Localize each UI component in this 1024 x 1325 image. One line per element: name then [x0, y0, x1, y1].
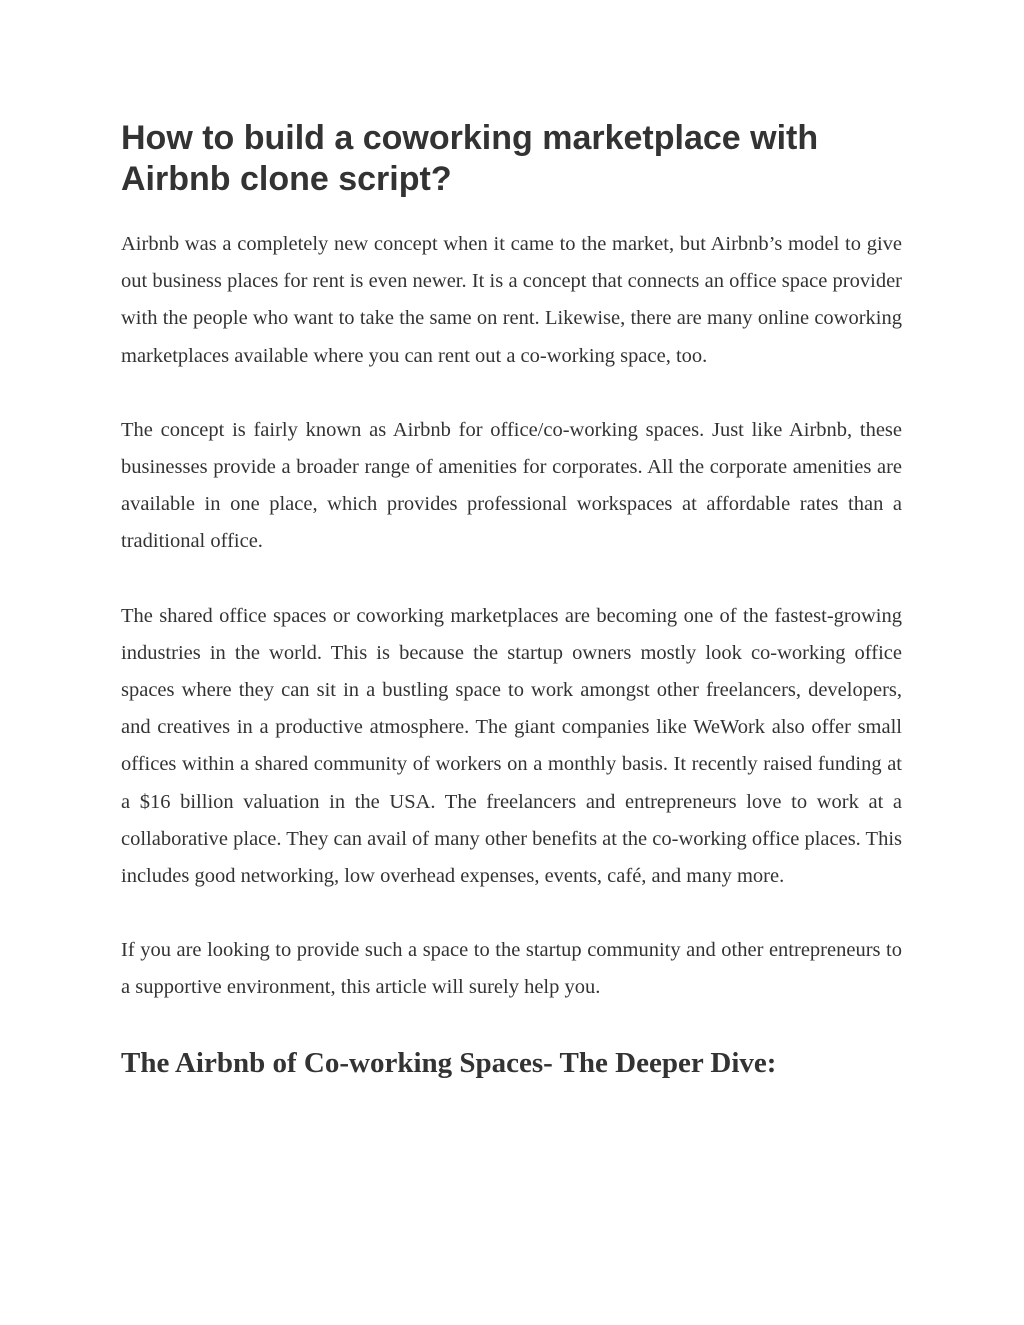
- paragraph-intro: Airbnb was a completely new concept when it came to the market, but Airbnb’s model to give out business places for rent is even newer. It is a concept that connects an office space provider with the people who want to take the same on rent. Likewise, there are many online coworking marketplaces available where you can rent out a co-working space, too.: [121, 233, 902, 367]
- paragraph-concept: The concept is fairly known as Airbnb for office/co-working spaces. Just like Airbnb, these businesses provide a broader range of amenities for corporates. All the corporate amenities are available in one place, which provides professional workspaces at affordable rates than a traditional office.: [121, 418, 902, 553]
- article-body: [121, 118, 902, 1081]
- section-heading: The Airbnb of Co-working Spaces- The Deeper Dive:: [121, 1046, 777, 1079]
- paragraph-call-to-action: If you are looking to provide such a space to the startup community and other entrepreneurs to a supportive environment, this article will surely help you.: [121, 939, 902, 999]
- article-title: How to build a coworking marketplace with Airbnb clone script?: [121, 119, 819, 198]
- paragraph-shared-offices: The shared office spaces or coworking marketplaces are becoming one of the fastest-growing industries in the world. This is because the startup owners mostly look co-working office spaces where they can sit in a bustling space to work amongst other freelancers, developers, and creatives in a productive atmosphere. The giant companies like WeWork also offer small offices within a shared community of workers on a monthly basis. It recently raised funding at a $16 billion valuation in the USA. The freelancers and entrepreneurs love to work at a collaborative place. They can avail of many other benefits at the co-working office places. This includes good networking, low overhead expenses, events, café, and many more.: [121, 604, 902, 888]
